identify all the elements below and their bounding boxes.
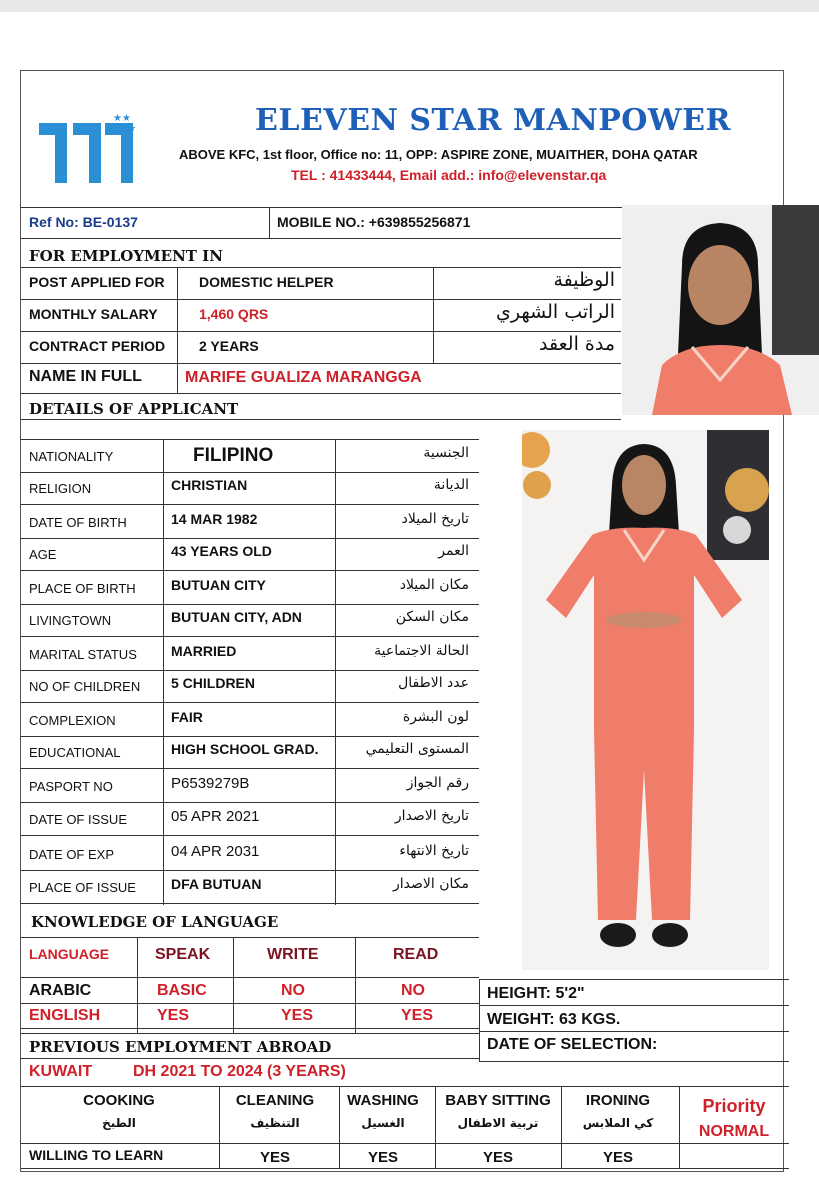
skill-arabic-header: الغسيل <box>361 1116 405 1130</box>
previous-country: KUWAIT <box>29 1063 93 1080</box>
detail-row-divider <box>21 702 479 703</box>
skill-arabic-header: التنظيف <box>250 1116 300 1130</box>
language-read: NO <box>401 982 425 999</box>
language-write: NO <box>281 982 305 999</box>
employment-row-arabic: الوظيفة <box>553 269 615 291</box>
detail-row-divider <box>21 604 479 605</box>
detail-row-label: COMPLEXION <box>29 713 116 728</box>
employment-row-arabic: مدة العقد <box>539 333 615 355</box>
detail-row-value: BUTUAN CITY <box>171 577 266 593</box>
skill-value: YES <box>259 1149 290 1166</box>
skills-col-divider <box>219 1086 220 1168</box>
employment-row-divider <box>21 331 621 332</box>
previous-employment-heading: PREVIOUS EMPLOYMENT ABROAD <box>29 1038 332 1056</box>
detail-row-value: FILIPINO <box>193 445 274 466</box>
employment-row-label: MONTHLY SALARY <box>29 306 158 322</box>
detail-row-label: DATE OF BIRTH <box>29 515 127 530</box>
name-in-full-label: NAME IN FULL <box>29 368 142 385</box>
detail-row-divider <box>21 835 479 836</box>
language-write: YES <box>281 1007 314 1024</box>
detail-row-divider <box>21 870 479 871</box>
language-header-cell: LANGUAGE <box>29 946 110 962</box>
detail-row-label: PLACE OF ISSUE <box>29 880 136 895</box>
language-col-divider <box>233 937 234 1033</box>
full-name-value: MARIFE GUALIZA MARANGGA <box>185 369 422 386</box>
detail-row-arabic: مكان السكن <box>395 609 469 625</box>
detail-row-divider <box>21 768 479 769</box>
company-name: ELEVEN STAR MANPOWER <box>255 103 731 138</box>
detail-row-arabic: رقم الجواز <box>406 775 469 791</box>
skills-col-divider <box>435 1086 436 1168</box>
skills-col-divider <box>561 1086 562 1168</box>
mobile-number: MOBILE NO.: +639855256871 <box>277 214 471 230</box>
language-header-cell: WRITE <box>267 946 319 963</box>
language-header-cell: READ <box>393 946 439 963</box>
detail-row-divider <box>21 636 479 637</box>
detail-row-value: CHRISTIAN <box>171 477 248 493</box>
detail-row-arabic: تاريخ الاصدار <box>394 808 469 824</box>
language-col-divider <box>355 937 356 1033</box>
detail-row-arabic: تاريخ الانتهاء <box>399 843 469 859</box>
company-logo <box>33 111 148 183</box>
employment-row-arabic: الراتب الشهري <box>496 301 615 323</box>
detail-col-divider <box>335 439 336 905</box>
detail-row-value: DFA BUTUAN <box>171 876 262 892</box>
detail-row-divider <box>21 472 479 473</box>
detail-row-arabic: تاريخ الميلاد <box>401 511 469 527</box>
detail-row-label: DATE OF ISSUE <box>29 812 127 827</box>
language-heading: KNOWLEDGE OF LANGUAGE <box>31 913 279 931</box>
detail-row-value: 5 CHILDREN <box>171 675 256 691</box>
skill-value: YES <box>482 1149 513 1166</box>
skills-divider <box>21 1086 789 1087</box>
language-divider <box>21 1003 479 1004</box>
skill-value: YES <box>367 1149 398 1166</box>
detail-row-arabic: مكان الاصدار <box>393 876 469 892</box>
priority-label: Priority <box>702 1096 766 1116</box>
detail-row-divider <box>21 736 479 737</box>
detail-row-value: MARRIED <box>171 643 237 659</box>
detail-row-value: 04 APR 2031 <box>171 843 260 860</box>
detail-row-label: EDUCATIONAL <box>29 745 121 760</box>
detail-row-value: FAIR <box>171 709 203 725</box>
svg-text:★: ★ <box>128 123 137 133</box>
detail-row-label: RELIGION <box>29 481 92 496</box>
employment-row-value: 1,460 QRS <box>199 306 269 322</box>
skill-arabic-header: الطبخ <box>102 1116 136 1130</box>
detail-row-value: 05 APR 2021 <box>171 808 260 825</box>
skills-col-divider <box>339 1086 340 1168</box>
detail-row-label: DATE OF EXP <box>29 847 114 862</box>
language-divider <box>21 977 479 978</box>
language-speak: YES <box>157 1007 190 1024</box>
detail-row-value: BUTUAN CITY, ADN <box>171 609 302 625</box>
svg-text:★★: ★★ <box>113 113 131 124</box>
detail-row-arabic: العمر <box>438 543 469 559</box>
skill-header: BABY SITTING <box>445 1092 551 1109</box>
willing-to-learn-label: WILLING TO LEARN <box>29 1147 164 1163</box>
language-col-divider <box>137 937 138 1033</box>
date-of-selection-label: DATE OF SELECTION: <box>487 1036 658 1053</box>
detail-row-arabic: المستوى التعليمي <box>365 741 469 757</box>
skill-header: WASHING <box>347 1092 419 1109</box>
detail-row-label: AGE <box>29 547 57 562</box>
detail-row-arabic: مكان الميلاد <box>399 577 469 593</box>
language-speak: BASIC <box>157 982 207 999</box>
skill-arabic-header: كي الملابس <box>582 1116 654 1130</box>
skill-arabic-header: تربية الاطفال <box>457 1116 539 1130</box>
detail-row-divider <box>21 570 479 571</box>
employment-row-label: POST APPLIED FOR <box>29 274 165 290</box>
detail-row-divider <box>21 802 479 803</box>
language-name: ENGLISH <box>29 1007 101 1024</box>
detail-row-divider <box>21 538 479 539</box>
top-bar <box>0 0 819 12</box>
employment-row-label: CONTRACT PERIOD <box>29 338 166 354</box>
eleven-star-logo-icon <box>33 111 148 183</box>
detail-row-label: PLACE OF BIRTH <box>29 581 136 596</box>
weight-value: WEIGHT: 63 KGS. <box>487 1011 621 1028</box>
ref-number: Ref No: BE-0137 <box>29 214 138 230</box>
company-contact: TEL : 41433444, Email add.: info@elevenstar.qa <box>291 167 607 183</box>
detail-row-arabic: الجنسية <box>423 445 469 461</box>
employment-col-divider <box>177 267 178 363</box>
skills-col-divider <box>679 1086 680 1168</box>
height-value: HEIGHT: 5'2" <box>487 985 585 1002</box>
previous-detail: DH 2021 TO 2024 (3 YEARS) <box>133 1063 346 1080</box>
detail-row-divider <box>21 504 479 505</box>
detail-row-label: PASPORT NO <box>29 779 113 794</box>
language-divider <box>21 1028 479 1029</box>
detail-row-label: MARITAL STATUS <box>29 647 137 662</box>
detail-row-label: LIVINGTOWN <box>29 613 112 628</box>
skill-value: YES <box>602 1149 633 1166</box>
detail-row-arabic: عدد الاطفال <box>398 675 469 691</box>
language-name: ARABIC <box>29 982 92 999</box>
company-address: ABOVE KFC, 1st floor, Office no: 11, OPP: ASPIRE ZONE, MUAITHER, DOHA QATAR <box>179 147 698 162</box>
priority-value: NORMAL <box>698 1123 770 1140</box>
language-read: YES <box>401 1007 434 1024</box>
detail-row-value: HIGH SCHOOL GRAD. <box>171 741 319 757</box>
language-header-cell: SPEAK <box>155 946 211 963</box>
detail-row-value: P6539279B <box>171 775 250 792</box>
detail-col-divider <box>163 439 164 905</box>
detail-row-divider <box>21 670 479 671</box>
employment-row-value: DOMESTIC HELPER <box>199 274 334 290</box>
detail-row-label: NATIONALITY <box>29 449 114 464</box>
employment-row-value: 2 YEARS <box>199 338 259 354</box>
skill-header: IRONING <box>585 1092 651 1109</box>
detail-row-value: 43 YEARS OLD <box>171 543 272 559</box>
detail-row-label: NO OF CHILDREN <box>29 679 141 694</box>
detail-row-value: 14 MAR 1982 <box>171 511 258 527</box>
skill-header: COOKING <box>83 1092 155 1109</box>
employment-heading: FOR EMPLOYMENT IN <box>29 247 223 265</box>
employment-row-divider <box>21 299 621 300</box>
detail-row-divider <box>21 903 479 904</box>
skills-divider <box>21 1143 789 1144</box>
applicant-full-body-photo <box>522 430 769 970</box>
skills-divider <box>21 1168 789 1169</box>
detail-row-arabic: لون البشرة <box>402 709 469 725</box>
detail-row-arabic: الديانة <box>433 477 469 493</box>
skill-header: CLEANING <box>235 1092 315 1109</box>
details-heading: DETAILS OF APPLICANT <box>29 400 239 418</box>
applicant-portrait-photo <box>622 205 819 415</box>
detail-row-arabic: الحالة الاجتماعية <box>374 643 469 659</box>
employment-col-divider <box>433 267 434 363</box>
